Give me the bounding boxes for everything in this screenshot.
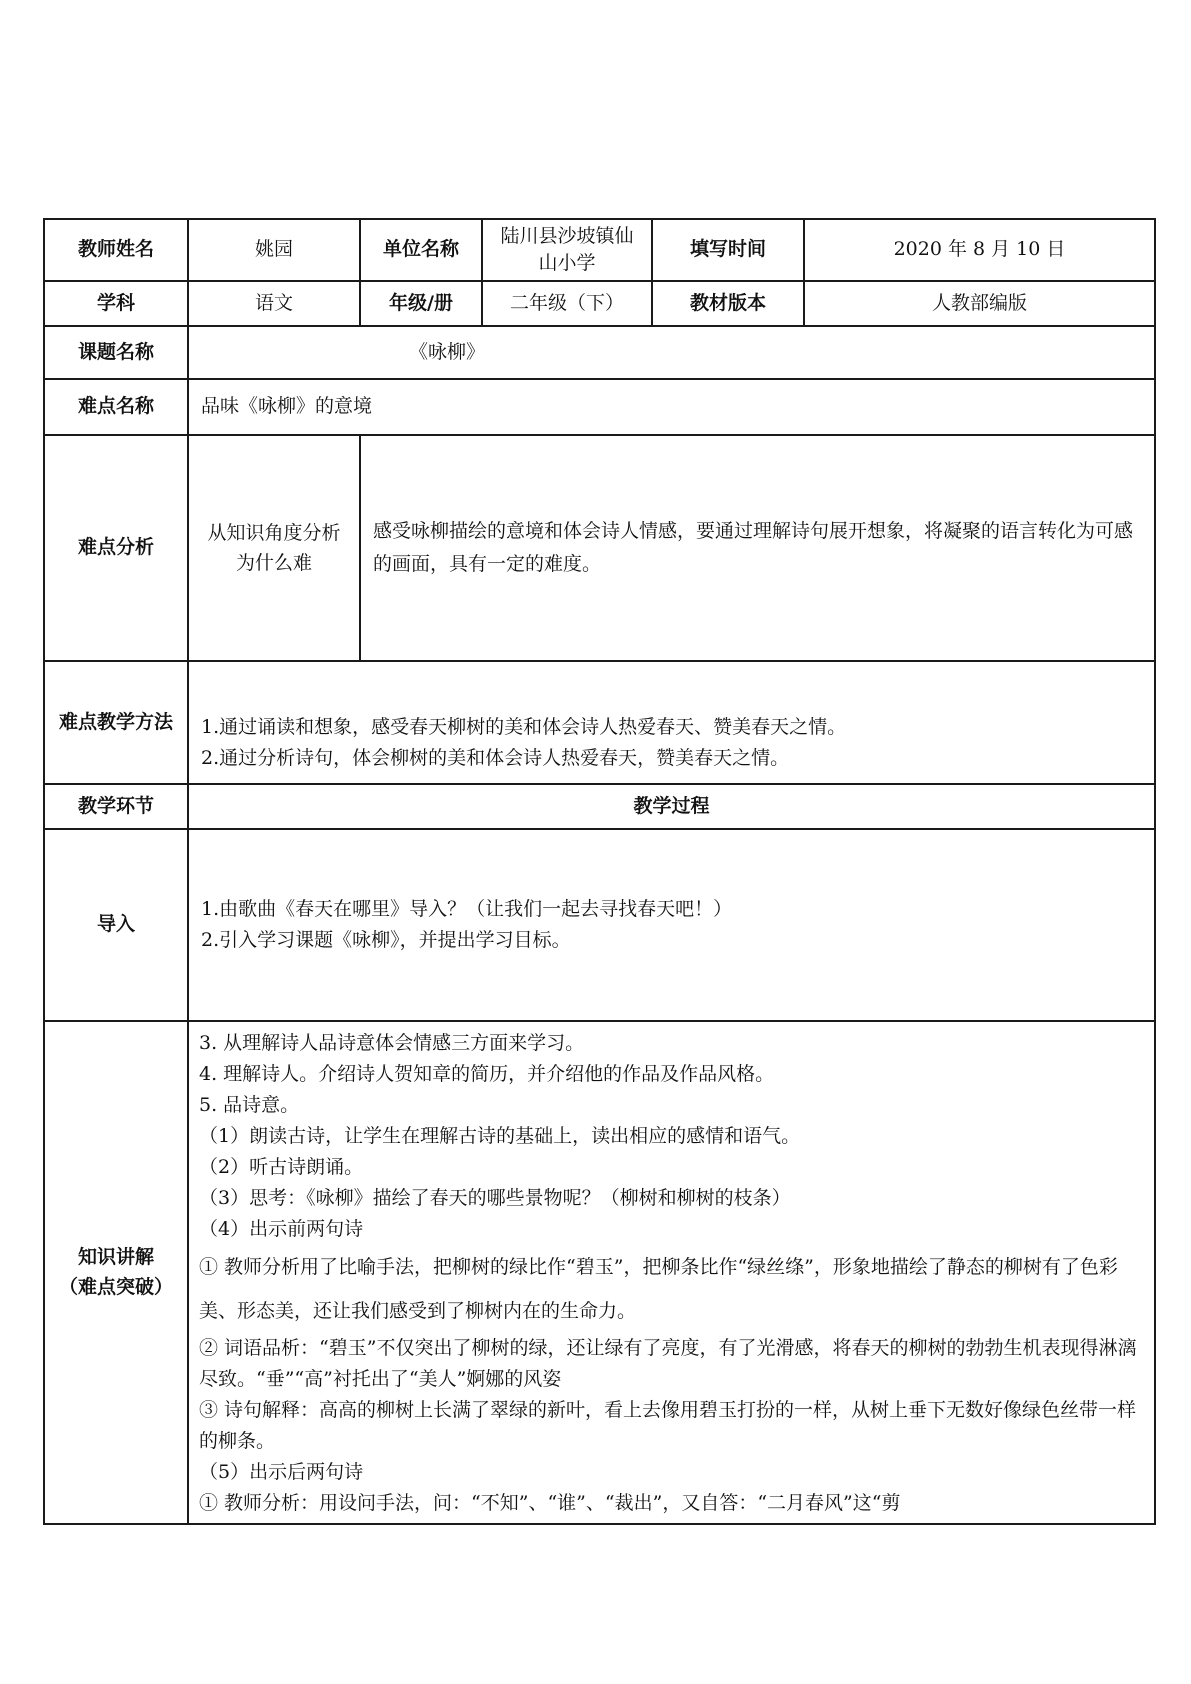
method-label: 难点教学方法 (44, 661, 188, 784)
knowledge-label (44, 1021, 188, 1524)
knowledge-content (188, 1021, 1155, 1524)
knowledge-line-11: （5）出示后两句诗 (199, 1461, 364, 1483)
analysis-sub-label: 从知识角度分析为什么难 (188, 435, 360, 661)
method-content (188, 661, 1155, 784)
edition-label: 教材版本 (652, 281, 804, 326)
grade-label: 年级/册 (360, 281, 482, 326)
row-subject (44, 281, 1155, 326)
method-line-2: 2.通过分析诗句，体会柳树的美和体会诗人热爱春天，赞美春天之情。 (201, 746, 790, 769)
lesson-plan-table (43, 218, 1156, 1525)
row-method (44, 661, 1155, 784)
process-label: 教学过程 (188, 784, 1155, 829)
stage-label: 教学环节 (44, 784, 188, 829)
row-intro (44, 829, 1155, 1021)
analysis-text: 感受咏柳描绘的意境和体会诗人情感，要通过理解诗句展开想象，将凝聚的语言转化为可感的画面，具有一定的难度。 (360, 435, 1155, 661)
row-analysis (44, 435, 1155, 661)
knowledge-label-line-2: （难点突破） (58, 1275, 173, 1298)
unit-label: 单位名称 (360, 219, 482, 281)
knowledge-line-1: 3. 从理解诗人品诗意体会情感三方面来学习。 (199, 1032, 585, 1054)
intro-label: 导入 (44, 829, 188, 1021)
method-line-1: 1.通过诵读和想象，感受春天柳树的美和体会诗人热爱春天、赞美春天之情。 (201, 715, 847, 738)
difficulty-value: 品味《咏柳》的意境 (188, 379, 1155, 435)
row-teacher (44, 219, 1155, 281)
knowledge-line-6: （3）思考：《咏柳》描绘了春天的哪些景物呢？（柳树和柳树的枝条） (199, 1187, 791, 1209)
intro-content (188, 829, 1155, 1021)
analysis-label: 难点分析 (44, 435, 188, 661)
knowledge-line-2: 4. 理解诗人。介绍诗人贺知章的简历，并介绍他的作品及作品风格。 (199, 1063, 775, 1085)
teacher-label: 教师姓名 (44, 219, 188, 281)
title-label: 课题名称 (44, 326, 188, 379)
row-difficulty (44, 379, 1155, 435)
knowledge-line-4: （1）朗读古诗，让学生在理解古诗的基础上，读出相应的感情和语气。 (199, 1125, 801, 1147)
row-process-header (44, 784, 1155, 829)
knowledge-label-line-1: 知识讲解 (77, 1246, 154, 1269)
intro-line-1: 1.由歌曲《春天在哪里》导入？（让我们一起去寻找春天吧！） (201, 898, 733, 920)
difficulty-label: 难点名称 (44, 379, 188, 435)
row-title (44, 326, 1155, 379)
knowledge-line-8: ① 教师分析用了比喻手法，把柳树的绿比作“碧玉”，把柳条比作“绿丝绦”，形象地描绘了静态的柳树有了色彩美、形态美，还让我们感受到了柳树内在的生命力。 (199, 1256, 1118, 1322)
knowledge-line-3: 5. 品诗意。 (199, 1094, 300, 1116)
grade-value: 二年级（下） (482, 281, 652, 326)
subject-value: 语文 (188, 281, 360, 326)
subject-label: 学科 (44, 281, 188, 326)
knowledge-line-12: ① 教师分析：用设问手法，问：“不知”、“谁”、“裁出”，又自答：“二月春风”这“剪 (199, 1492, 901, 1514)
knowledge-line-5: （2）听古诗朗诵。 (199, 1156, 364, 1178)
intro-line-2: 2.引入学习课题《咏柳》，并提出学习目标。 (201, 929, 571, 951)
date-value: 2020 年 8 月 10 日 (804, 219, 1155, 281)
unit-value: 陆川县沙坡镇仙山小学 (482, 219, 652, 281)
teacher-value: 姚园 (188, 219, 360, 281)
knowledge-line-7: （4）出示前两句诗 (199, 1218, 364, 1240)
knowledge-line-10: ③ 诗句解释：高高的柳树上长满了翠绿的新叶，看上去像用碧玉打扮的一样，从树上垂下无数好像绿色丝带一样的柳条。 (199, 1399, 1137, 1452)
knowledge-line-9: ② 词语品析：“碧玉”不仅突出了柳树的绿，还让绿有了亮度，有了光滑感，将春天的柳树的勃勃生机表现得淋漓尽致。“垂”“高”衬托出了“美人”婀娜的风姿 (199, 1337, 1137, 1390)
date-label: 填写时间 (652, 219, 804, 281)
edition-value: 人教部编版 (804, 281, 1155, 326)
title-value: 《咏柳》 (188, 326, 1155, 379)
row-knowledge (44, 1021, 1155, 1524)
